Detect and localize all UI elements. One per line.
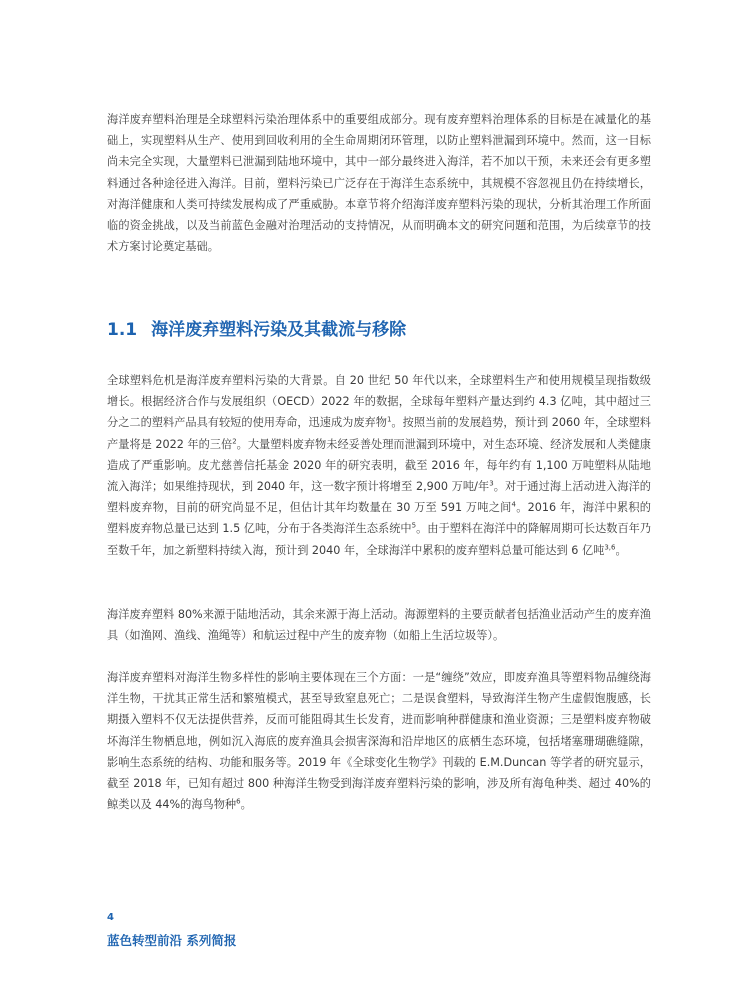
footnote-ref: 6 bbox=[236, 797, 241, 806]
body-paragraph-3 bbox=[107, 667, 651, 815]
paragraph-text: 海洋废弃塑料对海洋生物多样性的影响主要体现在三个方面：一是“缠绕”效应，即废弃渔具等塑料物品缠绕海洋生物，干扰其正常生活和繁殖模式，甚至导致窒息死亡；二是误食塑料，导致海洋生物产生虚假饱腹感，长期摄入塑料不仅无法提供营养，反而可能阻碍其生长发育，进而影响种群健康和渔业资源；三是塑料废弃物破坏海洋生物栖息地，例如沉入海底的废弃渔具会损害深海和沿岸地区的底栖生态环境，包括堵塞珊瑚礁缝隙，影响生态系统的结构、功能和服务等。2019 年《全球变化生物学》刊载的 E.M.Duncan 等学者的研究显示，截至 2018 年，已知有超过 800 种海洋生物受到海洋废弃塑料污染的影响，涉及所有海龟种类、超过 40%的鲸类以及 44%的海鸟物种 bbox=[107, 671, 651, 812]
page-number: 4 bbox=[107, 912, 114, 923]
paragraph-text: 。对于通过海上活动进入海洋的塑料废弃物，目前的研究尚显不足，但估计其年均数量在 30 万至 591 万吨之间 bbox=[107, 480, 651, 515]
footnote-ref: 1 bbox=[386, 415, 392, 424]
footnote-ref: 4 bbox=[511, 500, 517, 509]
paragraph-text: 。由于塑料在海洋中的降解周期可长达数百年乃至数千年，加之新塑料持续入海，预计到 2040 年，全球海洋中累积的废弃塑料总量可能达到 6 亿吨 bbox=[107, 522, 652, 557]
footnote-ref: 3,6 bbox=[604, 542, 616, 551]
footnote-ref: 5 bbox=[411, 521, 417, 530]
footnote-ref: 3 bbox=[489, 479, 494, 488]
section-number: 1.1 bbox=[107, 320, 138, 340]
body-paragraph-2: 海洋废弃塑料 80%来源于陆地活动，其余来源于海上活动。海源塑料的主要贡献者包括渔业活动产生的废弃渔具（如渔网、渔线、渔绳等）和航运过程中产生的废弃物（如船上生活垃圾等）。 bbox=[107, 608, 651, 643]
publication-title: 蓝色转型前沿 系列简报 bbox=[107, 933, 237, 948]
paragraph-text: 。 bbox=[615, 543, 627, 557]
section-title: 海洋废弃塑料污染及其截流与移除 bbox=[151, 320, 407, 340]
paragraph-text: 。大量塑料废弃物未经妥善处理而泄漏到环境中，对生态环境、经济发展和人类健康造成了严重影响。皮尤慈善信托基金 2020 年的研究表明，截至 2016 年，每年约有 1,100 万吨塑料从陆地流入海洋；如果维持现状，到 2040 年，这一数字预计将增至 2,900 万吨/年 bbox=[107, 437, 651, 494]
section-heading bbox=[107, 318, 406, 342]
paragraph-text: 。 bbox=[240, 798, 252, 812]
body-paragraph-1 bbox=[107, 370, 651, 561]
paragraph-text: 。按照当前的发展趋势，预计到 2060 年，全球塑料产量将是 2022 年的三倍 bbox=[107, 416, 651, 451]
paragraph-text: 全球塑料危机是海洋废弃塑料污染的大背景。自 20 世纪 50 年代以来，全球塑料生产和使用规模呈现指数级增长。根据经济合作与发展组织（OECD）2022 年的数据，全球每年塑料产量达到约 4.3 亿吨，其中超过三分之二的塑料产品具有较短的使用寿命，迅速成为废弃物 bbox=[107, 374, 651, 430]
footnote-ref: 2 bbox=[232, 436, 237, 445]
paragraph-text: 。2016 年，海洋中累积的塑料废弃物总量已达到 1.5 亿吨，分布于各类海洋生态系统中 bbox=[107, 501, 651, 536]
intro-paragraph: 海洋废弃塑料治理是全球塑料污染治理体系中的重要组成部分。现有废弃塑料治理体系的目标是在减量化的基础上，实现塑料从生产、使用到回收利用的全生命周期闭环管理，以防止塑料泄漏到环境中。然而，这一目标尚未完全实现，大量塑料已泄漏到陆地环境中，其中一部分最终进入海洋，若不加以干预，未来还会有更多塑料通过各种途径进入海洋。目前，塑料污染已广泛存在于海洋生态系统中，其规模不容忽视且仍在持续增长，对海洋健康和人类可持续发展构成了严重威胁。本章节将介绍海洋废弃塑料污染的现状，分析其治理工作所面临的资金挑战，以及当前蓝色金融对治理活动的支持情况，从而明确本文的研究问题和范围，为后续章节的技术方案讨论奠定基础。 bbox=[107, 113, 651, 254]
